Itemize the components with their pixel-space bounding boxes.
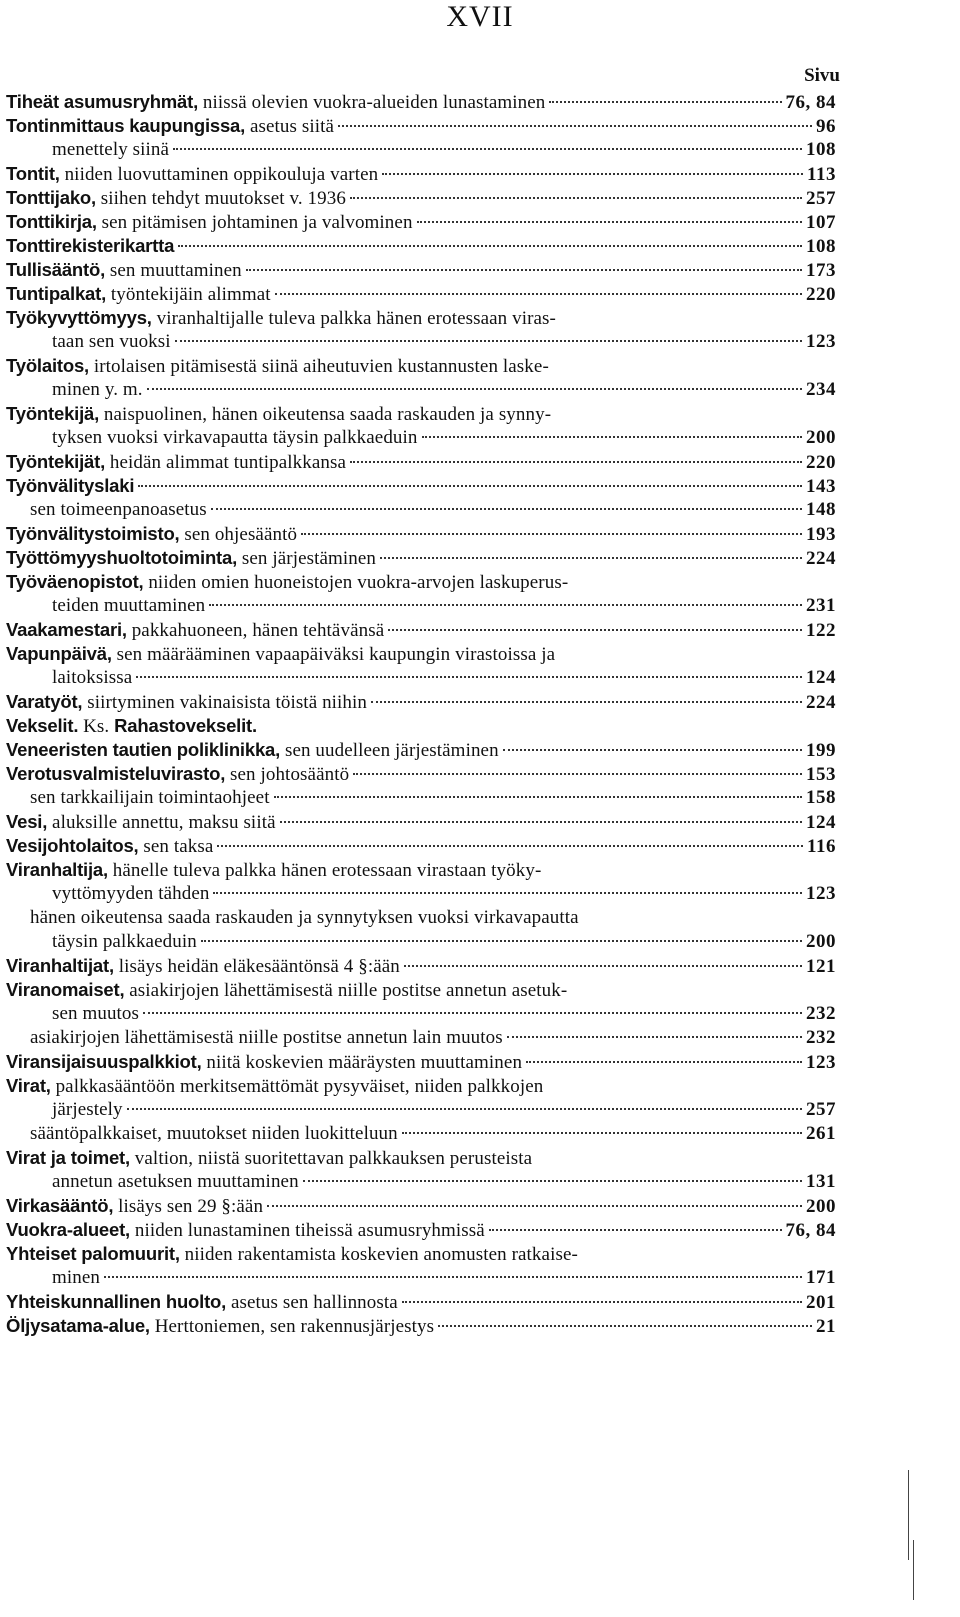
entry-headword: Virat ja toimet, [6, 1147, 130, 1168]
entry-page-number: 173 [806, 260, 836, 281]
entry-text: laitoksissa [52, 667, 133, 688]
entry-page-number: 108 [806, 139, 836, 160]
index-entry [6, 1026, 836, 1050]
entry-text: aluksille annettu, maksu siitä [47, 812, 276, 833]
entry-headword: Tonttijako, [6, 187, 96, 208]
entry-text: siirtyminen vakinaisista töistä niihin [82, 692, 368, 713]
entry-page-number: 96 [816, 116, 836, 137]
entry-text: irtolaisen pitämisestä siinä aiheutuvien kustannusten laske- [88, 356, 549, 377]
dot-leader [178, 245, 802, 247]
entry-headword: Työlaitos, [6, 355, 89, 376]
entry-page-number: 261 [806, 1123, 836, 1144]
entry-page-number: 257 [806, 188, 836, 209]
dot-leader [209, 604, 802, 606]
index-entry [6, 834, 836, 858]
dot-leader [507, 1036, 802, 1038]
entry-page-number: 121 [806, 956, 836, 977]
index-entry [6, 618, 836, 642]
entry-page-number: 220 [806, 284, 836, 305]
entry-page-number: 232 [806, 1003, 836, 1024]
entry-headword: Verotusvalmisteluvirasto, [6, 763, 226, 784]
dot-leader [143, 1012, 802, 1014]
entry-page-number: 21 [816, 1316, 836, 1337]
index-entry [6, 570, 836, 594]
entry-headword: Vuokra-alueet, [6, 1219, 130, 1240]
index-entry [6, 1050, 836, 1074]
entry-text: järjestely [52, 1099, 123, 1120]
entry-page-number: 123 [806, 883, 836, 904]
entry-page-number: 158 [806, 787, 836, 808]
index-entry [6, 642, 836, 666]
entry-text: Herttoniemen, sen rakennusjärjestys [149, 1316, 435, 1337]
entry-text: sen pitämisen johtaminen ja valvominen [96, 212, 413, 233]
entry-text: minen [52, 1267, 100, 1288]
entry-headword: Virat, [6, 1075, 51, 1096]
entry-text: sen järjestäminen [237, 548, 377, 569]
index-entry [6, 1242, 836, 1266]
entry-text: niitä koskevien määräysten muuttaminen [201, 1052, 523, 1073]
entry-text: taan sen vuoksi [52, 331, 171, 352]
index-entry [6, 330, 836, 354]
entry-headword: Tontit, [6, 163, 60, 184]
entry-text: niiden rakentamista koskevien anomusten ratkaise- [179, 1244, 578, 1265]
entry-text: sen tarkkailijain toimintaohjeet [30, 787, 270, 808]
entry-headword: Työkyvyttömyys, [6, 307, 152, 328]
index-entry [6, 378, 836, 402]
entry-text: sen muutos [52, 1003, 140, 1024]
page-column-header: Sivu [804, 65, 840, 86]
dot-leader [303, 1180, 802, 1182]
dot-leader [201, 940, 802, 942]
entry-page-number: 220 [806, 452, 836, 473]
index-entry [6, 450, 836, 474]
entry-headword: Työntekijä, [6, 403, 100, 424]
entry-text: minen y. m. [52, 379, 143, 400]
entry-page-number: 107 [806, 212, 836, 233]
index-entry [6, 258, 836, 282]
dot-leader [438, 1325, 812, 1327]
entry-page-number: 200 [806, 931, 836, 952]
dot-leader [353, 773, 802, 775]
entry-text: sen uudelleen järjestäminen [280, 740, 499, 761]
index-entry [6, 1098, 836, 1122]
entry-text: menettely siinä [52, 139, 170, 160]
index-entry [6, 1314, 836, 1338]
entry-text: asetus sen hallinnosta [226, 1292, 398, 1313]
dot-leader [338, 125, 812, 127]
entry-headword: Vesi, [6, 811, 48, 832]
entry-headword: Tontinmittaus kaupungissa, [6, 115, 246, 136]
index-entry [6, 810, 836, 834]
dot-leader [380, 557, 802, 559]
entry-headword: Veneeristen tautien poliklinikka, [6, 739, 281, 760]
dot-leader [213, 892, 802, 894]
dot-leader [173, 148, 802, 150]
entry-text: Ks. [78, 716, 115, 737]
dot-leader [350, 197, 802, 199]
dot-leader [267, 1205, 802, 1207]
entry-text: asetus siitä [245, 116, 334, 137]
entry-text: sen ohjesääntö [179, 524, 298, 545]
index-entry [6, 162, 836, 186]
entry-headword: Viransijaisuuspalkkiot, [6, 1051, 202, 1072]
entry-headword: Työnvälityslaki [6, 475, 135, 496]
entry-text: niiden lunastaminen tiheissä asumusryhmissä [130, 1220, 485, 1241]
index-entry [6, 498, 836, 522]
entry-text: sen muuttaminen [105, 260, 242, 281]
entry-text: naispuolinen, hänen oikeutensa saada raskauden ja synny- [99, 404, 552, 425]
entry-text: sääntöpalkkaiset, muutokset niiden luokitteluun [30, 1123, 398, 1144]
entry-headword: Vapunpäivä, [6, 643, 112, 664]
entry-headword: Vaakamestari, [6, 619, 127, 640]
entry-page-number: 124 [806, 667, 836, 688]
entry-headword: Vesijohtolaitos, [6, 835, 139, 856]
entry-page-number: 201 [806, 1292, 836, 1313]
entry-text: sen määrääminen vapaapäiväksi kaupungin virastoissa ja [111, 644, 556, 665]
entry-page-number: 76, 84 [785, 1220, 836, 1241]
index-entry [6, 1194, 836, 1218]
dot-leader [402, 1301, 802, 1303]
index-entry [6, 1122, 836, 1146]
entry-headword: Työttömyyshuoltotoiminta, [6, 547, 238, 568]
dot-leader [350, 461, 802, 463]
index-entry [6, 1002, 836, 1026]
entry-text: valtion, niistä suoritettavan palkkauksen perusteista [129, 1148, 533, 1169]
index-entry [6, 282, 836, 306]
index-entry [6, 546, 836, 570]
entry-text: siihen tehdyt muutokset v. 1936 [95, 188, 346, 209]
dot-leader [127, 1108, 802, 1110]
dot-leader [211, 508, 802, 510]
index-entry [6, 186, 836, 210]
entry-page-number: 143 [806, 476, 836, 497]
index-entry [6, 1290, 836, 1314]
entry-page-number: 153 [806, 764, 836, 785]
entry-page-number: 231 [806, 595, 836, 616]
entry-text: lisäys sen 29 §:ään [113, 1196, 264, 1217]
entry-headword: Työväenopistot, [6, 571, 144, 592]
entry-text: teiden muuttaminen [52, 595, 206, 616]
entry-page-number: 234 [806, 379, 836, 400]
entry-headword: Yhteiskunnallinen huolto, [6, 1291, 227, 1312]
entry-page-number: 171 [806, 1267, 836, 1288]
entry-text: sen johtosääntö [225, 764, 350, 785]
dot-leader [402, 1132, 802, 1134]
index-entry [6, 426, 836, 450]
dot-leader [549, 101, 781, 103]
entry-text: lisäys heidän eläkesääntönsä 4 §:ään [113, 956, 400, 977]
entry-text: vyttömyyden tähden [52, 883, 210, 904]
dot-leader [246, 269, 802, 271]
index-list [6, 90, 836, 1338]
index-entry [6, 522, 836, 546]
entry-text: annetun asetuksen muuttaminen [52, 1171, 299, 1192]
index-entry [6, 666, 836, 690]
entry-headword: Tonttikirja, [6, 211, 97, 232]
entry-text: niiden luovuttaminen oppikouluja varten [59, 164, 379, 185]
entry-headword: Vekselit. [6, 715, 79, 736]
entry-text: palkkasääntöön merkitsemättömät pysyväiset, niiden palkkojen [50, 1076, 544, 1097]
scan-artifact-line [913, 1540, 914, 1600]
dot-leader [274, 796, 802, 798]
entry-headword: Työnvälitystoimisto, [6, 523, 180, 544]
entry-page-number: 224 [806, 548, 836, 569]
dot-leader [417, 221, 802, 223]
entry-page-number: 122 [806, 620, 836, 641]
index-entry [6, 858, 836, 882]
index-entry [6, 954, 836, 978]
entry-text: sen toimeenpanoasetus [30, 499, 207, 520]
index-entry [6, 306, 836, 330]
dot-leader [136, 676, 802, 678]
index-entry [6, 738, 836, 762]
entry-text: heidän alimmat tuntipalkkansa [105, 452, 346, 473]
entry-page-number: 148 [806, 499, 836, 520]
dot-leader [388, 629, 802, 631]
dot-leader [503, 749, 802, 751]
entry-headword: Työntekijät, [6, 451, 106, 472]
entry-text: niissä olevien vuokra-alueiden lunastaminen [198, 92, 546, 113]
entry-headword: Tullisääntö, [6, 259, 106, 280]
entry-text: asiakirjojen lähettämisestä niille postitse annetun lain muutos [30, 1027, 503, 1048]
index-entry [6, 354, 836, 378]
entry-text: asiakirjojen lähettämisestä niille postitse annetun asetuk- [124, 980, 568, 1001]
dot-leader [526, 1061, 802, 1063]
entry-text: työntekijäin alimmat [106, 284, 271, 305]
entry-page-number: 116 [807, 836, 836, 857]
entry-text: pakkahuoneen, hänen tehtävänsä [126, 620, 385, 641]
index-entry [6, 90, 836, 114]
entry-headword: Yhteiset palomuurit, [6, 1243, 180, 1264]
dot-leader [301, 533, 802, 535]
entry-text: täysin palkkaeduin [52, 931, 197, 952]
index-entry [6, 930, 836, 954]
dot-leader [280, 821, 802, 823]
index-entry [6, 138, 836, 162]
entry-page-number: 224 [806, 692, 836, 713]
entry-page-number: 123 [806, 331, 836, 352]
dot-leader [147, 388, 802, 390]
index-entry [6, 474, 836, 498]
index-entry [6, 1146, 836, 1170]
index-entry [6, 978, 836, 1002]
entry-page-number: 124 [806, 812, 836, 833]
index-entry [6, 234, 836, 258]
entry-headword: Öljysatama-alue, [6, 1315, 150, 1336]
entry-page-number: 123 [806, 1052, 836, 1073]
dot-leader [275, 293, 802, 295]
entry-page-number: 193 [806, 524, 836, 545]
entry-headword: Tiheät asumusryhmät, [6, 91, 199, 112]
index-entry [6, 210, 836, 234]
entry-text: hänelle tuleva palkka hänen erotessaan virastaan työky- [107, 860, 542, 881]
entry-page-number: 257 [806, 1099, 836, 1120]
entry-page-number: 200 [806, 427, 836, 448]
index-entry [6, 714, 836, 738]
entry-page-number: 200 [806, 1196, 836, 1217]
entry-page-number: 131 [806, 1171, 836, 1192]
entry-headword: Viranhaltija, [6, 859, 108, 880]
dot-leader [138, 485, 802, 487]
entry-headword: Viranhaltijat, [6, 955, 114, 976]
index-entry [6, 114, 836, 138]
entry-text: hänen oikeutensa saada raskauden ja synnytyksen vuoksi virkavapautta [30, 907, 579, 928]
entry-headword: Viranomaiset, [6, 979, 125, 1000]
page-number: XVII [446, 0, 514, 33]
entry-text: tyksen vuoksi virkavapautta täysin palkkaeduin [52, 427, 418, 448]
entry-cross-reference: Rahastovekselit. [114, 715, 257, 736]
entry-headword: Tonttirekisterikartta [6, 235, 175, 256]
index-entry [6, 402, 836, 426]
entry-page-number: 232 [806, 1027, 836, 1048]
index-entry [6, 594, 836, 618]
index-entry [6, 1218, 836, 1242]
entry-headword: Tuntipalkat, [6, 283, 107, 304]
index-entry [6, 786, 836, 810]
index-entry [6, 690, 836, 714]
entry-text: sen taksa [138, 836, 214, 857]
entry-page-number: 199 [806, 740, 836, 761]
dot-leader [382, 173, 803, 175]
entry-page-number: 113 [807, 164, 836, 185]
entry-text: niiden omien huoneistojen vuokra-arvojen laskuperus- [143, 572, 569, 593]
entry-headword: Virkasääntö, [6, 1195, 114, 1216]
scan-artifact-line [908, 1470, 909, 1560]
dot-leader [489, 1229, 782, 1231]
entry-text: viranhaltijalle tuleva palkka hänen erotessaan viras- [151, 308, 556, 329]
index-entry [6, 1170, 836, 1194]
index-entry [6, 762, 836, 786]
dot-leader [371, 701, 802, 703]
index-entry [6, 1074, 836, 1098]
index-entry [6, 882, 836, 906]
entry-page-number: 76, 84 [785, 92, 836, 113]
dot-leader [104, 1276, 802, 1278]
dot-leader [404, 965, 802, 967]
index-entry [6, 1266, 836, 1290]
entry-page-number: 108 [806, 236, 836, 257]
dot-leader [175, 340, 802, 342]
dot-leader [422, 436, 802, 438]
dot-leader [217, 845, 803, 847]
index-entry [6, 906, 836, 930]
entry-headword: Varatyöt, [6, 691, 83, 712]
